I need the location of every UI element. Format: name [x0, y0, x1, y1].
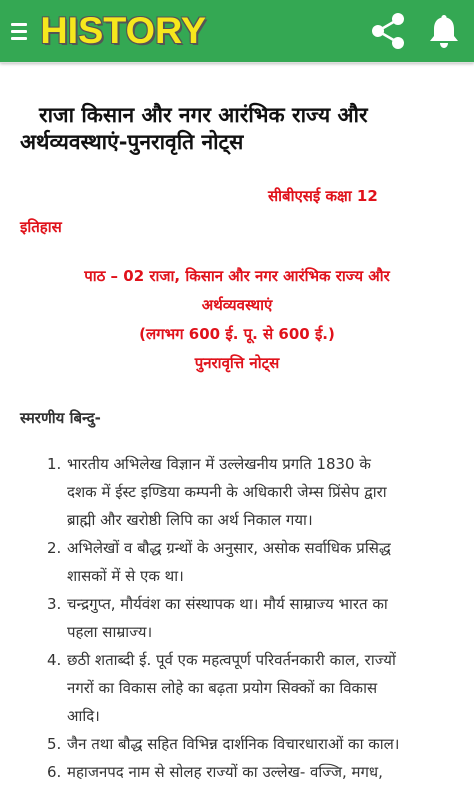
lesson-line4: पुनरावृत्ति नोट्स	[194, 354, 280, 372]
lesson-line3: (लगभग 600 ई. पू. से 600 ई.)	[139, 325, 335, 343]
app-logo: HISTORY	[40, 10, 207, 51]
app-bar	[0, 0, 474, 62]
list-item-number: 3.	[47, 595, 62, 613]
list-item-number: 4.	[47, 651, 62, 669]
list-item-text: ब्राह्मी और खरोष्ठी लिपि का अर्थ निकाल गया।	[67, 511, 313, 529]
lesson-line2: अर्थव्यवस्थाएं	[201, 296, 273, 314]
bell-icon	[422, 10, 466, 52]
list-item	[20, 758, 460, 786]
list-item-text: नगरों का विकास लोहे का बढ़ता प्रयोग सिक्कों का विकास	[67, 679, 378, 697]
article-title-line2: अर्थव्यवस्थाएं-पुनरावृति नोट्स	[20, 130, 244, 154]
list-item-number: 2.	[47, 539, 62, 557]
lesson-line1: पाठ – 02 राजा, किसान और नगर आरंभिक राज्य और	[84, 267, 390, 285]
share-icon	[366, 10, 410, 52]
hamburger-menu-icon[interactable]	[4, 0, 34, 62]
list-item-number: 1.	[47, 455, 62, 473]
menu-bar-line	[11, 23, 27, 26]
list-item-text: आदि।	[67, 707, 100, 725]
article-title-line1: राजा किसान और नगर आरंभिक राज्य और	[39, 103, 368, 127]
lesson-heading	[20, 262, 454, 378]
list-item-text: महाजनपद नाम से सोलह राज्यों का उल्लेख- वज्जि, मगध,	[67, 763, 383, 781]
notifications-button[interactable]	[422, 10, 466, 52]
menu-bar-line	[11, 30, 27, 33]
article-title	[20, 102, 460, 156]
points-list	[20, 450, 460, 786]
list-item	[20, 534, 460, 590]
list-item-text: अभिलेखों व बौद्ध ग्रन्थों के अनुसार, असोक सर्वाधिक प्रसिद्ध	[67, 539, 391, 557]
menu-bar-line	[11, 37, 27, 40]
subject-label: इतिहास	[20, 218, 62, 236]
class-label: सीबीएसई कक्षा 12	[268, 187, 378, 205]
divider	[0, 62, 474, 63]
share-button[interactable]	[366, 10, 410, 52]
list-item-text: दशक में ईस्ट इण्डिया कम्पनी के अधिकारी जेम्स प्रिंसेप द्वारा	[67, 483, 387, 501]
list-item	[20, 590, 460, 646]
list-item-text: पहला साम्राज्य।	[67, 623, 153, 641]
list-item-text: शासकों में से एक था।	[67, 567, 184, 585]
list-item-text: चन्द्रगुप्त, मौर्यवंश का संस्थापक था। मौर्य साम्राज्य भारत का	[67, 595, 388, 613]
list-item-number: 5.	[47, 735, 62, 753]
list-item-text: छठी शताब्दी ई. पूर्व एक महत्वपूर्ण परिवर्तनकारी काल, राज्यों	[67, 651, 396, 669]
list-item	[20, 646, 460, 730]
list-item-number: 6.	[47, 763, 62, 781]
list-item-text: भारतीय अभिलेख विज्ञान में उल्लेखनीय प्रगति 1830 के	[67, 455, 371, 473]
list-item	[20, 450, 460, 534]
section-heading: स्मरणीय बिन्दु-	[20, 409, 101, 427]
list-item	[20, 730, 460, 758]
list-item-text: जैन तथा बौद्ध सहित विभिन्न दार्शनिक विचारधाराओं का काल।	[67, 735, 400, 753]
